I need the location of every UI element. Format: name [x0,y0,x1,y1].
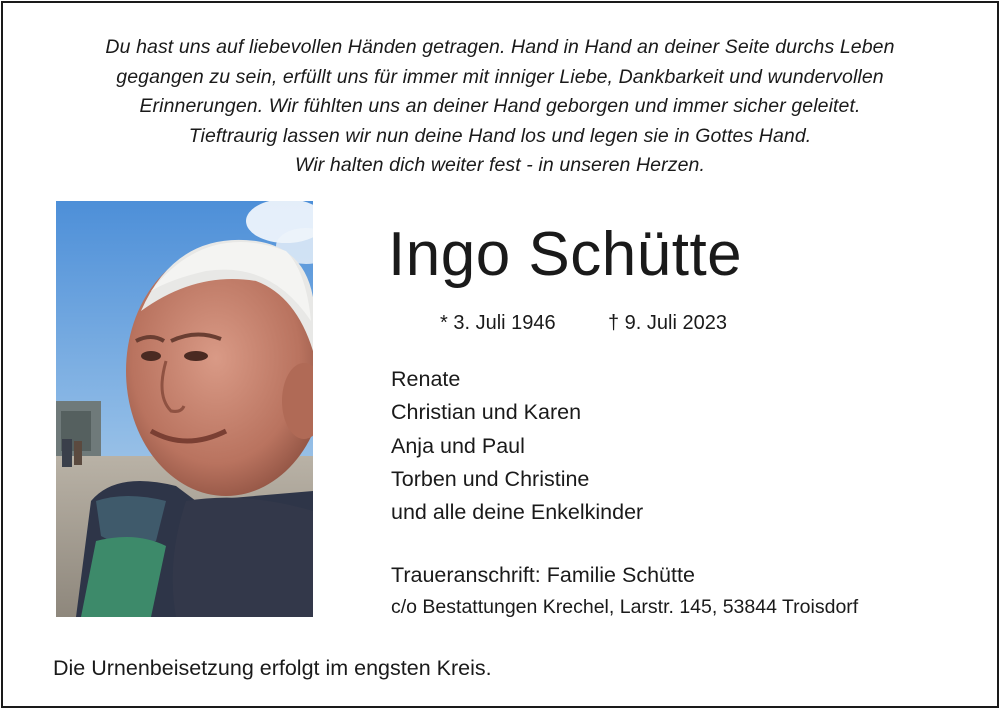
deceased-name: Ingo Schütte [388,220,743,289]
mourner: Renate [391,367,461,391]
obituary-card [1,1,999,708]
portrait-photo [56,201,313,617]
poem-line: Du hast uns auf liebevollen Händen getragen. Hand in Hand an deiner Seite durchs Leben [105,36,895,58]
mourners-list [391,363,643,529]
poem [3,33,997,181]
poem-line: Erinnerungen. Wir fühlten uns an deiner Hand geborgen und immer sicher geleitet. [139,95,861,118]
death-date: † 9. Juli 2023 [608,312,727,334]
closing-note: Die Urnenbeisetzung erfolgt im engsten Kreis. [53,656,492,680]
poem-line: gegangen zu sein, erfüllt uns für immer mit inniger Liebe, Dankbarkeit und wundervollen [116,65,884,88]
address-title: Traueranschrift: Familie Schütte [391,563,695,587]
mourner: Torben und Christine [391,466,590,491]
poem-line: Tieftraurig lassen wir nun deine Hand los und legen sie in Gottes Hand. [188,124,812,147]
mourner: und alle deine Enkelkinder [391,500,644,525]
mourner: Anja und Paul [391,433,525,458]
poem-line: Wir halten dich weiter fest - in unseren Herzen. [295,154,705,177]
mourner: Christian und Karen [391,400,582,425]
birth-date: * 3. Juli 1946 [440,312,556,334]
address-line: c/o Bestattungen Krechel, Larstr. 145, 53844 Troisdorf [391,596,859,618]
